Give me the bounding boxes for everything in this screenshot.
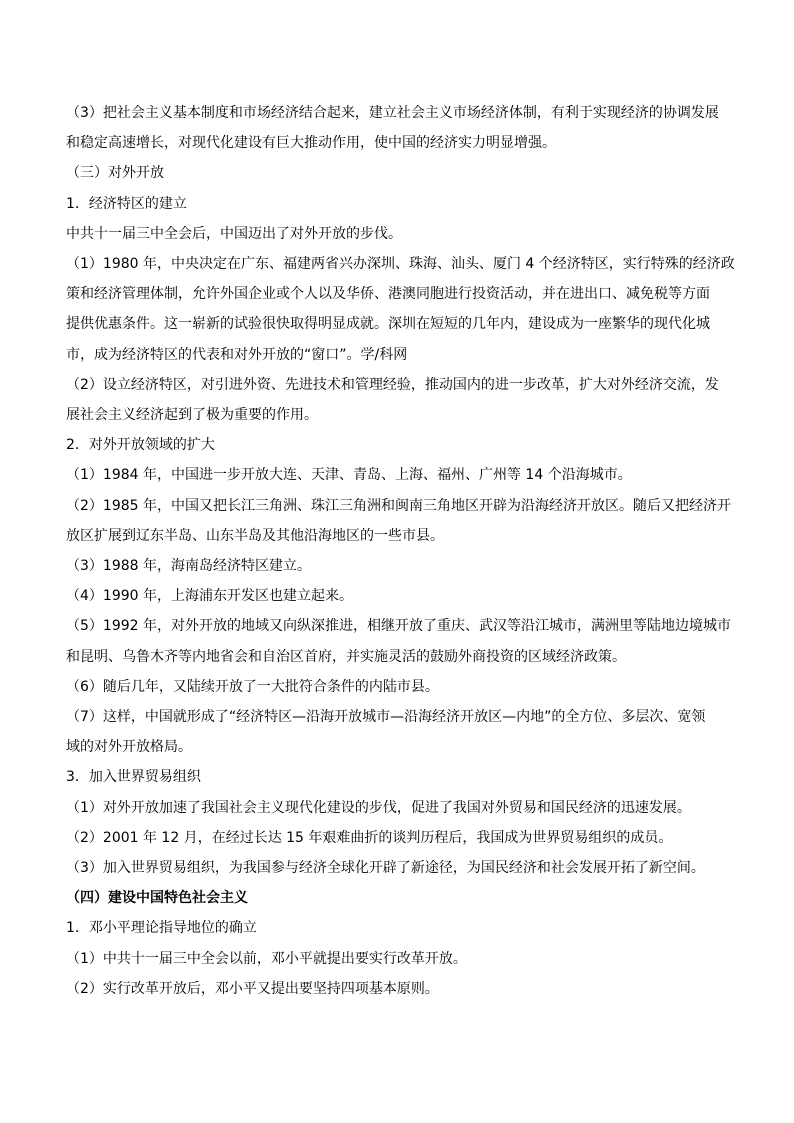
text-line: 市，成为经济特区的代表和对外开放的“窗口”。学/科网: [66, 346, 408, 363]
text-line: （2）实行改革开放后，邓小平又提出要坚持四项基本原则。: [66, 980, 439, 997]
text-line: 策和经济管理体制，允许外国企业或个人以及华侨、港澳同胞进行投资活动，并在进出口、减免税等方面: [66, 286, 710, 303]
text-line: （1）1984 年，中国进一步开放大连、天津、青岛、上海、福州、广州等 14 个沿海城市。: [66, 467, 632, 484]
text-line: 3．加入世界贸易组织: [66, 769, 201, 786]
document-body: [66, 98, 735, 1004]
text-line: 展社会主义经济起到了极为重要的作用。: [66, 407, 318, 424]
text-line: 2．对外开放领域的扩大: [66, 437, 215, 454]
text-line: （1）对外开放加速了我国社会主义现代化建设的步伐，促进了我国对外贸易和国民经济的迅速发展。: [66, 799, 691, 816]
text-line: 域的对外开放格局。: [66, 739, 192, 756]
text-line: （2）2001 年 12 月，在经过长达 15 年艰难曲折的谈判历程后，我国成为世界贸易组织的成员。: [66, 829, 673, 846]
text-line: （6）随后几年，又陆续开放了一大批符合条件的内陆市县。: [66, 678, 439, 695]
text-line: 1．邓小平理论指导地位的确立: [66, 920, 257, 937]
text-line: （3）加入世界贸易组织，为我国参与经济全球化开辟了新途径，为国民经济和社会发展开拓了新空间。: [66, 860, 705, 877]
text-line: （3）1988 年，海南岛经济特区建立。: [66, 558, 311, 575]
text-line: （1）1980 年，中央决定在广东、福建两省兴办深圳、珠海、汕头、厦门 4 个经济特区，实行特殊的经济政: [66, 256, 735, 273]
text-line: 1．经济特区的建立: [66, 195, 187, 212]
text-line: （7）这样，中国就形成了“经济特区—沿海开放城市—沿海经济开放区—内地”的全方位、多层次、宽领: [66, 709, 706, 726]
text-line: 放区扩展到辽东半岛、山东半岛及其他沿海地区的一些市县。: [66, 527, 444, 544]
text-line: （1）中共十一届三中全会以前，邓小平就提出要实行改革开放。: [66, 950, 467, 967]
section-heading-line: （四）建设中国特色社会主义: [66, 890, 248, 907]
text-line: 中共十一届三中全会后，中国迈出了对外开放的步伐。: [66, 225, 402, 242]
text-line: （4）1990 年，上海浦东开发区也建立起来。: [66, 588, 353, 605]
text-line: （2）设立经济特区，对引进外资、先进技术和管理经验，推动国内的进一步改革，扩大对外经济交流，发: [66, 376, 719, 393]
text-line: 和稳定高速增长，对现代化建设有巨大推动作用，使中国的经济实力明显增强。: [66, 135, 556, 152]
text-line: （三）对外开放: [66, 165, 164, 182]
text-line: （5）1992 年，对外开放的地域又向纵深推进，相继开放了重庆、武汉等沿江城市，满洲里等陆地边境城市: [66, 618, 731, 635]
text-line: （2）1985 年，中国又把长江三角洲、珠江三角洲和闽南三角地区开辟为沿海经济开放区。随后又把经济开: [66, 497, 731, 514]
text-line: 和昆明、乌鲁木齐等内地省会和自治区首府，并实施灵活的鼓励外商投资的区域经济政策。: [66, 648, 626, 665]
text-line: 提供优惠条件。这一崭新的试验很快取得明显成就。深圳在短短的几年内，建设成为一座繁华的现代化城: [66, 316, 710, 333]
text-line: （3）把社会主义基本制度和市场经济结合起来，建立社会主义市场经济体制，有利于实现经济的协调发展: [66, 105, 719, 121]
